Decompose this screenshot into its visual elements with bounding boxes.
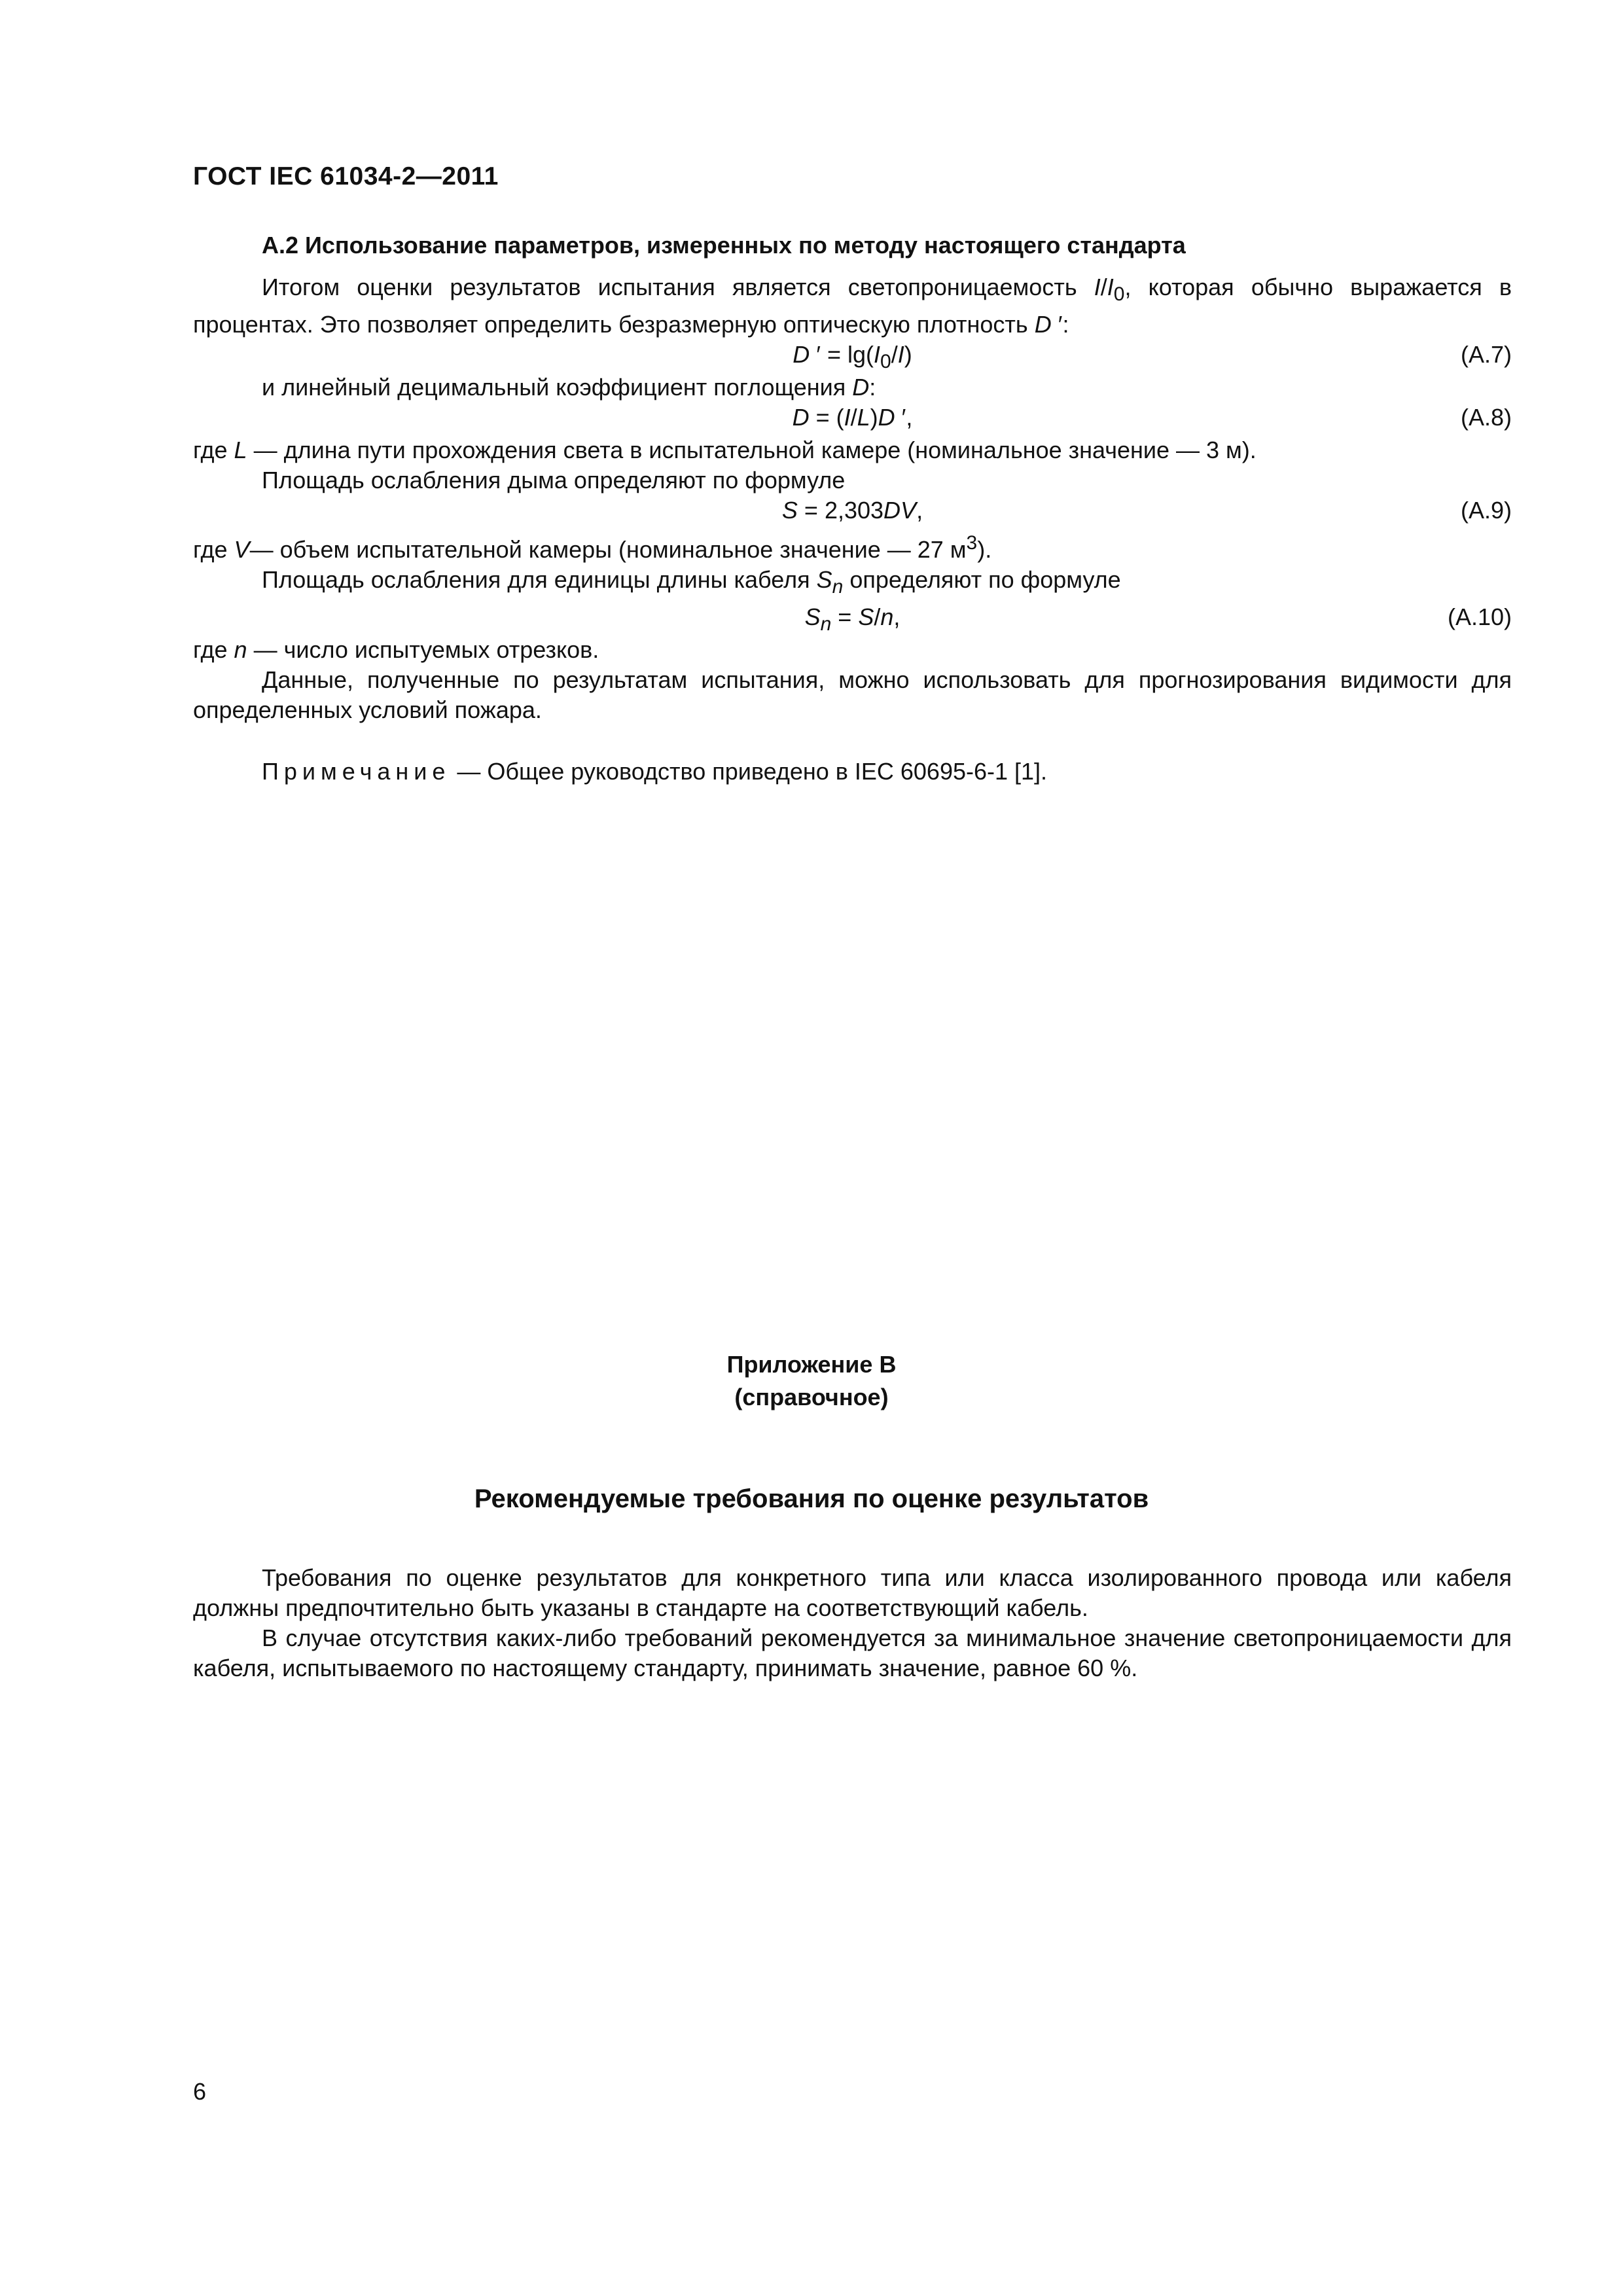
formula-a7-number: (А.7) bbox=[1460, 341, 1512, 368]
paragraph-visibility: Данные, полученные по результатам испытания, можно использовать для прогнозирования видимости для определенных условий пожара. bbox=[193, 666, 1512, 724]
paragraph-smoke-area: Площадь ослабления дыма определяют по формуле bbox=[262, 467, 846, 494]
formula-a9 bbox=[193, 495, 1512, 528]
section-a2 bbox=[193, 230, 1512, 787]
note-label: Примечание bbox=[262, 758, 451, 785]
formula-a10-number: (А.10) bbox=[1447, 603, 1512, 631]
annex-paragraph-2: В случае отсутствия каких-либо требований рекомендуется за минимальное значение светопроницаемости для кабеля, испытываемого по настоящему стандарту, принимать значение, равное 60 %. bbox=[193, 1624, 1512, 1681]
paragraph-where-n: где n — число испытуемых отрезков. bbox=[193, 636, 599, 664]
note bbox=[193, 757, 1512, 787]
section-heading: А.2 Использование параметров, измеренных по методу настоящего стандарта bbox=[262, 232, 1186, 259]
formula-a8 bbox=[193, 403, 1512, 435]
formula-a10 bbox=[193, 602, 1512, 635]
formula-a8-expression: D = (I/L)D ′, bbox=[792, 404, 913, 431]
formula-a7 bbox=[193, 340, 1512, 372]
paragraph-where-l: где L — длина пути прохождения света в испытательной камере (номинальное значение — 3 м). bbox=[193, 437, 1257, 464]
formula-a8-number: (А.8) bbox=[1460, 404, 1512, 431]
paragraph-where-v: где V— объем испытательной камеры (номинальное значение — 27 $м^3$). bbox=[193, 532, 992, 564]
annex-title: Приложение В bbox=[726, 1351, 897, 1378]
formula-a7-expression: D ′ = $\lg(I_0/I)$ bbox=[793, 341, 912, 373]
paragraph-transmittance: Итогом оценки результатов испытания является светопроницаемость $I/I_0$, которая обычно выражается в процентах. Это позволяет определить безразмерную оптическую плотность D ′: bbox=[193, 274, 1512, 338]
annex-paragraph-1: Требования по оценке результатов для конкретного типа или класса изолированного провода или кабеля должны предпочтительно быть указаны в стандарте на соответствующий кабель. bbox=[193, 1564, 1512, 1621]
formula-a9-expression: S = 2,303DV, bbox=[781, 497, 923, 524]
annex-heading: Рекомендуемые требования по оценке результатов bbox=[474, 1484, 1149, 1513]
paragraph-absorption: и линейный децимальный коэффициент поглощения D: bbox=[262, 374, 876, 401]
formula-a10-expression: $S_n = S/n$, bbox=[804, 603, 901, 636]
annex-body bbox=[193, 1563, 1512, 1683]
document-header: ГОСТ IEC 61034-2—2011 bbox=[193, 162, 499, 190]
page-number: 6 bbox=[193, 2078, 207, 2105]
paragraph-unit-length: Площадь ослабления для единицы длины кабеля $S_n$ определяют по формуле bbox=[262, 566, 1121, 598]
annex-label bbox=[0, 1348, 1623, 1414]
annex-subtitle: (справочное) bbox=[734, 1384, 889, 1410]
note-text: — Общее руководство приведено в IEC 60695-6-1 [1]. bbox=[450, 758, 1048, 785]
formula-a9-number: (А.9) bbox=[1460, 497, 1512, 524]
